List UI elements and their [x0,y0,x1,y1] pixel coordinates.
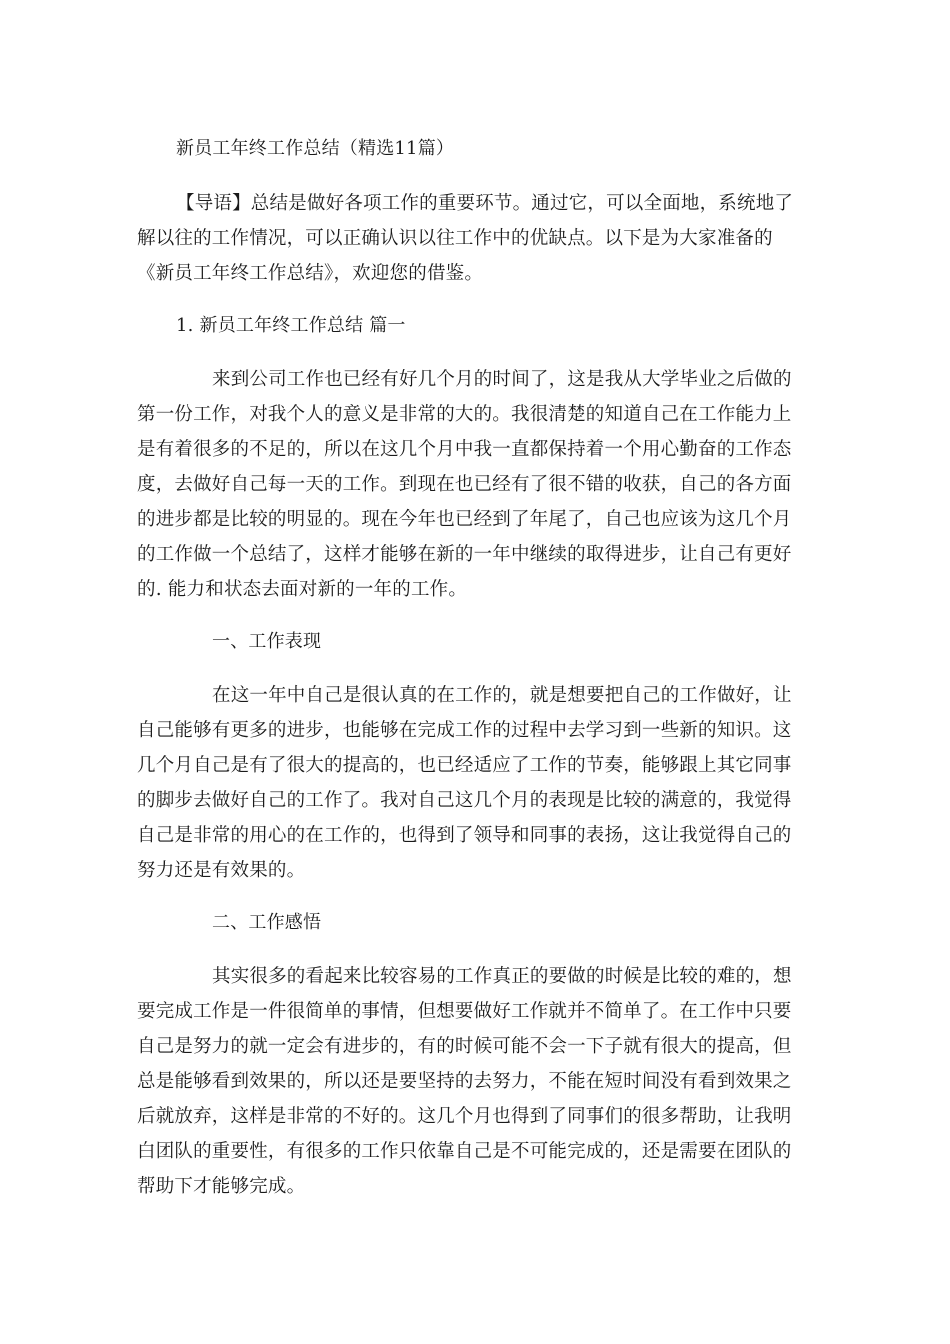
paragraph-line: 第一份工作，对我个人的意义是非常的大的。我很清楚的知道自己在工作能力上 [137,404,792,425]
paragraph-line: 其实很多的看起来比较容易的工作真正的要做的时候是比较的难的，想 [212,966,792,987]
paragraph-line: 自己是努力的就一定会有进步的，有的时候可能不会一下子就有很大的提高，但 [137,1036,792,1057]
intro-line: 【导语】总结是做好各项工作的重要环节。通过它，可以全面地，系统地了 [176,193,794,214]
paragraph-line: 后就放弃，这样是非常的不好的。这几个月也得到了同事们的很多帮助，让我明 [137,1106,792,1127]
paragraph-line: 白团队的重要性，有很多的工作只依靠自己是不可能完成的，还是需要在团队的 [137,1141,792,1162]
paragraph-line: 自己是非常的用心的在工作的，也得到了领导和同事的表扬，这让我觉得自己的 [137,825,792,846]
paragraph-line: 帮助下才能够完成。 [137,1176,306,1197]
subheading-work-insights: 二、工作感悟 [212,912,322,933]
paragraph-line: 几个月自己是有了很大的提高的，也已经适应了工作的节奏，能够跟上其它同事 [137,755,792,776]
paragraph-line: 总是能够看到效果的，所以还是要坚持的去努力，不能在短时间没有看到效果之 [137,1071,792,1092]
paragraph-line: 来到公司工作也已经有好几个月的时间了，这是我从大学毕业之后做的 [212,369,792,390]
paragraph-line: 要完成工作是一件很简单的事情，但想要做好工作就并不简单了。在工作中只要 [137,1001,792,1022]
paragraph-line: 自己能够有更多的进步，也能够在完成工作的过程中去学习到一些新的知识。这 [137,720,792,741]
intro-line: 《新员工年终工作总结》，欢迎您的借鉴。 [137,263,484,284]
paragraph-line: 的进步都是比较的明显的。现在今年也已经到了年尾了，自己也应该为这几个月 [137,509,792,530]
intro-line: 解以往的工作情况，可以正确认识以往工作中的优缺点。以下是为大家准备的 [137,228,773,249]
document-title: 新员工年终工作总结（精选11篇） [176,138,455,159]
paragraph-line: 度，去做好自己每一天的工作。到现在也已经有了很不错的收获，自己的各方面 [137,474,792,495]
subheading-work-performance: 一、工作表现 [212,631,322,652]
paragraph-line: 努力还是有效果的。 [137,860,306,881]
paragraph-line: 的. 能力和状态去面对新的一年的工作。 [137,579,468,600]
paragraph-line: 的工作做一个总结了，这样才能够在新的一年中继续的取得进步，让自己有更好 [137,544,792,565]
paragraph-line: 的脚步去做好自己的工作了。我对自己这几个月的表现是比较的满意的，我觉得 [137,790,792,811]
section-heading: 1. 新员工年终工作总结 篇一 [176,315,406,336]
paragraph-line: 在这一年中自己是很认真的在工作的，就是想要把自己的工作做好，让 [212,685,792,706]
paragraph-line: 是有着很多的不足的，所以在这几个月中我一直都保持着一个用心勤奋的工作态 [137,439,792,460]
